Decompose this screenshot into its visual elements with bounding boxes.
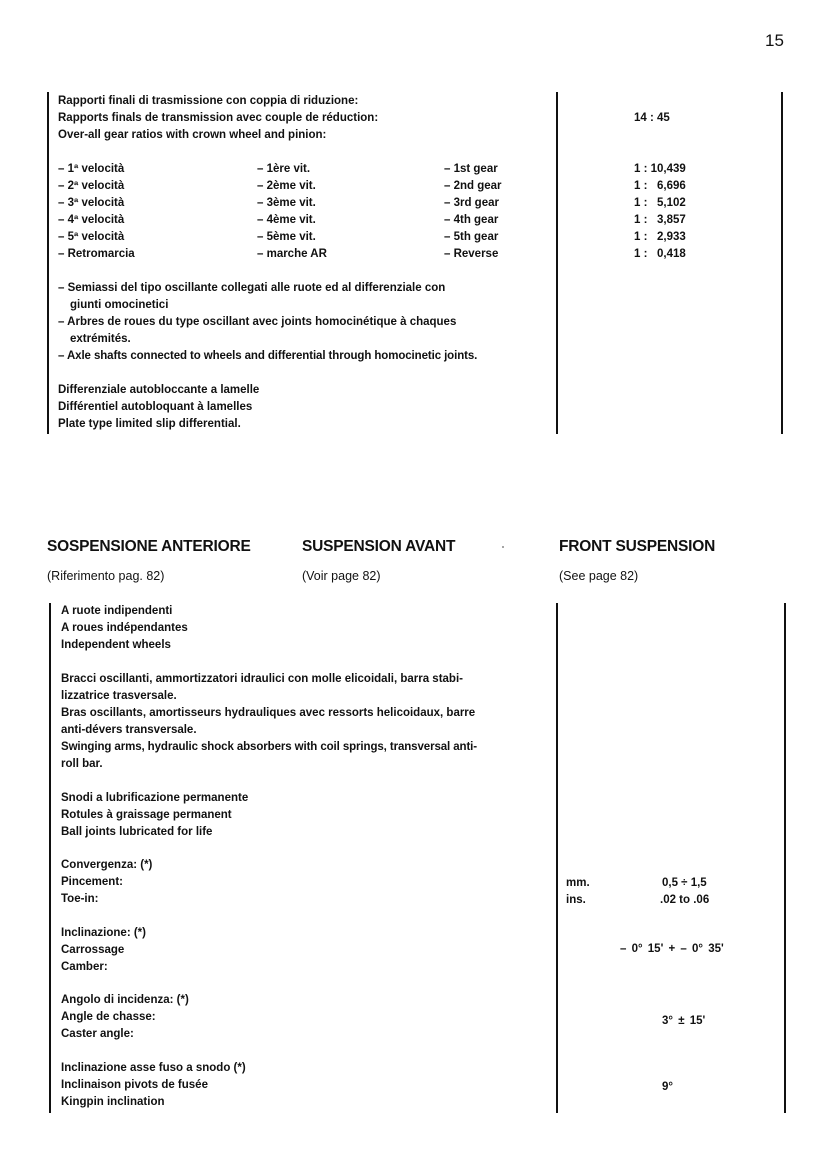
toe-in-fr: Pincement: (61, 876, 123, 888)
gear-ratios-heading-fr: Rapports finals de transmission avec couple de réduction: (58, 112, 379, 124)
table-rule-middle (556, 92, 558, 434)
gear-row-3-it: – 3ª velocità (58, 197, 125, 209)
kingpin-value: 9° (662, 1081, 673, 1093)
gear-row-reverse-en: – Reverse (444, 248, 499, 260)
ball-joints-en: Ball joints lubricated for life (61, 826, 213, 838)
gear-row-4-fr: – 4ème vit. (257, 214, 316, 226)
toe-in-unit-mm: mm. (566, 877, 590, 889)
kingpin-en: Kingpin inclination (61, 1096, 165, 1108)
toe-in-en: Toe-in: (61, 893, 99, 905)
gear-row-1-fr: – 1ère vit. (257, 163, 311, 175)
page-reference-it: (Riferimento pag. 82) (47, 569, 165, 583)
axle-shafts-it-line1: – Semiassi del tipo oscillante collegati alle ruote ed al differenziale con (58, 282, 446, 294)
ball-joints-fr: Rotules à graissage permanent (61, 809, 232, 821)
gear-row-4-ratio: 1 : 3,857 (634, 214, 686, 226)
axle-shafts-en-line1: – Axle shafts connected to wheels and differential through homocinetic joints. (58, 350, 478, 362)
axle-shafts-fr-line2: extrémités. (70, 333, 131, 345)
gear-row-2-it: – 2ª velocità (58, 180, 125, 192)
camber-fr: Carrossage (61, 944, 125, 956)
arms-en-line1: Swinging arms, hydraulic shock absorbers with coil springs, transversal anti- (61, 741, 478, 753)
gear-row-5-it: – 5ª velocità (58, 231, 125, 243)
gear-row-reverse-it: – Retromarcia (58, 248, 135, 260)
wheels-en: Independent wheels (61, 639, 171, 651)
gear-row-4-it: – 4ª velocità (58, 214, 125, 226)
wheels-fr: A roues indépendantes (61, 622, 188, 634)
arms-it-line2: lizzatrice trasversale. (61, 690, 177, 702)
crown-pinion-ratio: 14 : 45 (634, 112, 670, 124)
gear-row-1-en: – 1st gear (444, 163, 498, 175)
table2-rule-left (49, 603, 51, 1113)
ball-joints-it: Snodi a lubrificazione permanente (61, 792, 249, 804)
axle-shafts-fr-line1: – Arbres de roues du type oscillant avec joints homocinétique à chaques (58, 316, 457, 328)
camber-value: – 0° 15' + – 0° 35' (620, 943, 724, 955)
toe-in-value-ins: .02 to .06 (660, 894, 710, 906)
page-number: 15 (765, 31, 784, 50)
arms-fr-line2: anti-dévers transversale. (61, 724, 197, 736)
gear-row-2-fr: – 2ème vit. (257, 180, 316, 192)
page-reference-fr: (Voir page 82) (302, 569, 381, 583)
gear-ratios-heading-en: Over-all gear ratios with crown wheel and pinion: (58, 129, 327, 141)
toe-in-value-mm: 0,5 ÷ 1,5 (662, 877, 707, 889)
table-rule-left (47, 92, 49, 434)
gear-row-3-fr: – 3ème vit. (257, 197, 316, 209)
arms-fr-line1: Bras oscillants, amortisseurs hydrauliques avec ressorts helicoidaux, barre (61, 707, 476, 719)
arms-en-line2: roll bar. (61, 758, 103, 770)
gear-row-2-ratio: 1 : 6,696 (634, 180, 686, 192)
stray-dot (502, 546, 504, 548)
caster-en: Caster angle: (61, 1028, 134, 1040)
camber-it: Inclinazione: (*) (61, 927, 146, 939)
table2-rule-middle (556, 603, 558, 1113)
gear-row-reverse-fr: – marche AR (257, 248, 327, 260)
section-title-en: FRONT SUSPENSION (559, 538, 716, 555)
gear-row-1-ratio: 1 : 10,439 (634, 163, 686, 175)
table2-rule-right (784, 603, 786, 1113)
section-title-it: SOSPENSIONE ANTERIORE (47, 538, 251, 555)
gear-row-5-en: – 5th gear (444, 231, 499, 243)
toe-in-unit-ins: ins. (566, 894, 586, 906)
page-reference-en: (See page 82) (559, 569, 639, 583)
gear-row-1-it: – 1ª velocità (58, 163, 125, 175)
caster-value: 3° ± 15' (662, 1015, 706, 1027)
camber-en: Camber: (61, 961, 108, 973)
table-rule-right (781, 92, 783, 434)
kingpin-it: Inclinazione asse fuso a snodo (*) (61, 1062, 246, 1074)
gear-row-3-ratio: 1 : 5,102 (634, 197, 686, 209)
gear-row-5-fr: – 5ème vit. (257, 231, 316, 243)
axle-shafts-it-line2: giunti omocinetici (70, 299, 169, 311)
kingpin-fr: Inclinaison pivots de fusée (61, 1079, 208, 1091)
gear-row-5-ratio: 1 : 2,933 (634, 231, 686, 243)
gear-row-4-en: – 4th gear (444, 214, 499, 226)
caster-it: Angolo di incidenza: (*) (61, 994, 189, 1006)
differential-fr: Différentiel autobloquant à lamelles (58, 401, 253, 413)
differential-it: Differenziale autobloccante a lamelle (58, 384, 260, 396)
toe-in-it: Convergenza: (*) (61, 859, 153, 871)
gear-row-reverse-ratio: 1 : 0,418 (634, 248, 686, 260)
gear-ratios-heading-it: Rapporti finali di trasmissione con coppia di riduzione: (58, 95, 359, 107)
differential-en: Plate type limited slip differential. (58, 418, 241, 430)
wheels-it: A ruote indipendenti (61, 605, 173, 617)
section-title-fr: SUSPENSION AVANT (302, 538, 456, 555)
caster-fr: Angle de chasse: (61, 1011, 156, 1023)
gear-row-3-en: – 3rd gear (444, 197, 499, 209)
gear-row-2-en: – 2nd gear (444, 180, 502, 192)
arms-it-line1: Bracci oscillanti, ammortizzatori idraulici con molle elicoidali, barra stabi- (61, 673, 463, 685)
